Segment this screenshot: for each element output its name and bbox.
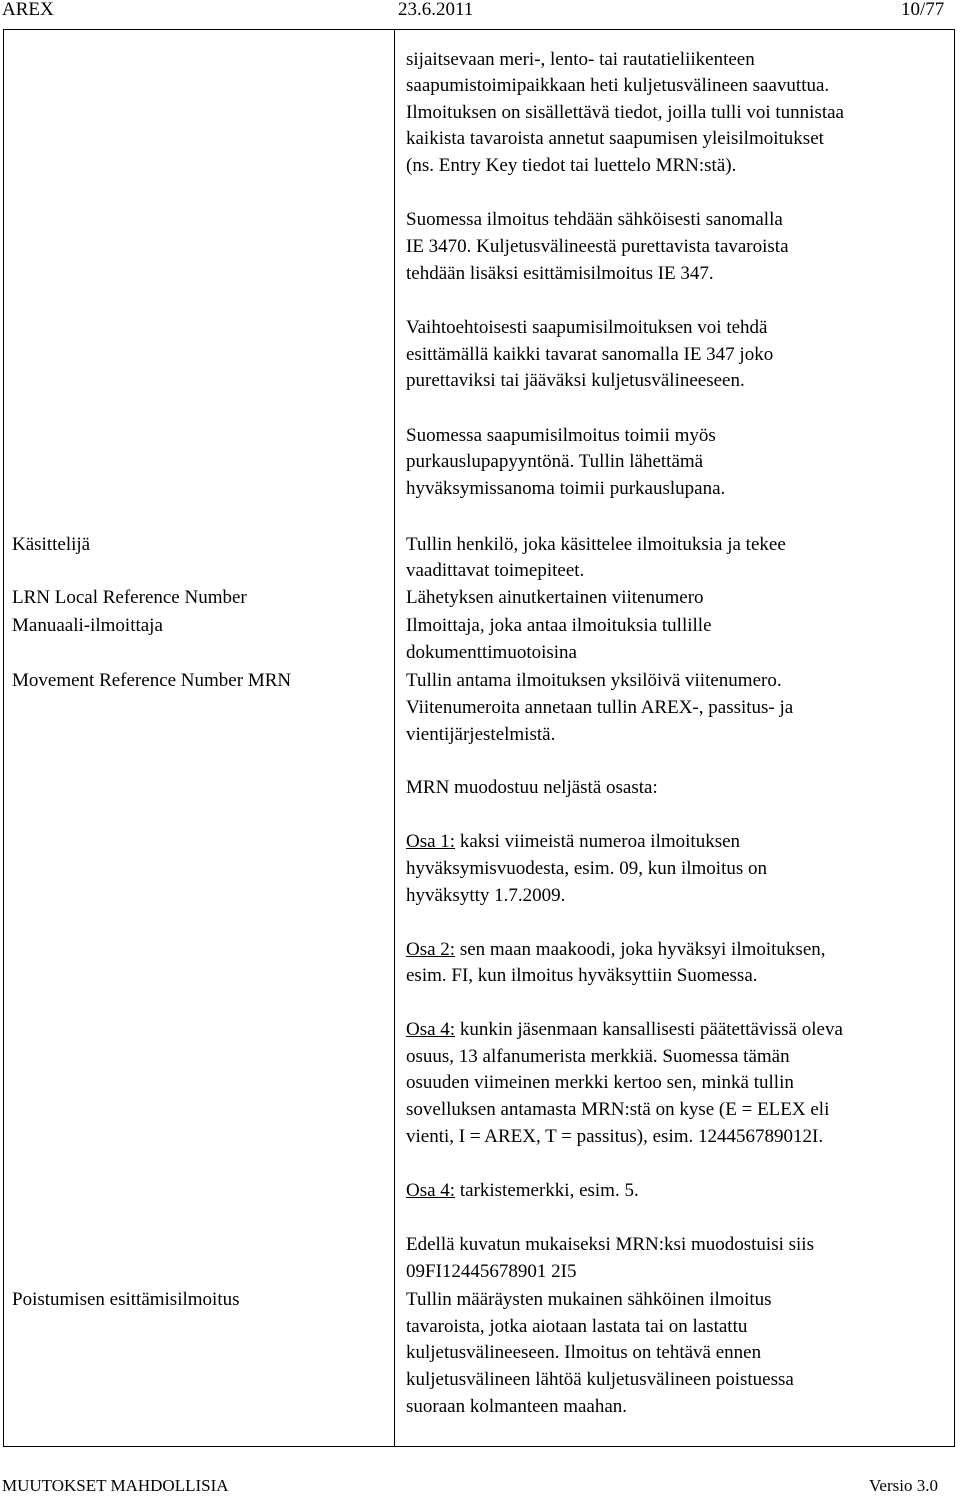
text-line: IE 3470. Kuljetusvälineestä purettavista tavaroista — [406, 236, 789, 257]
text-line: Ilmoituksen on sisällettävä tiedot, joilla tulli voi tunnistaa — [406, 102, 844, 123]
definition-line: tavaroista, jotka aiotaan lastata tai on lastattu — [406, 1316, 748, 1337]
text-line: hyväksymisvuodesta, esim. 09, kun ilmoitus on — [406, 858, 767, 879]
definition-line: vientijärjestelmistä. — [406, 724, 556, 745]
header-title: AREX — [2, 0, 54, 20]
text-line: osuus, 13 alfanumerista merkkiä. Suomessa tämän — [406, 1046, 790, 1067]
definition-line: dokumenttimuotoisina — [406, 642, 577, 663]
term-lrn: LRN Local Reference Number — [12, 587, 247, 608]
text-line: sijaitsevaan meri-, lento- tai rautatieliikenteen — [406, 49, 755, 70]
text-line: esittämällä kaikki tavarat sanomalla IE 347 joko — [406, 344, 774, 365]
text-line: saapumistoimipaikkaan heti kuljetusvälineen saavuttua. — [406, 75, 830, 96]
text-line: Suomessa saapumisilmoitus toimii myös — [406, 425, 716, 446]
text-line: 09FI12445678901 2I5 — [406, 1261, 577, 1282]
text-line: osuuden viimeinen merkki kertoo sen, minkä tullin — [406, 1072, 794, 1093]
text-line: Edellä kuvatun mukaiseksi MRN:ksi muodostuisi siis — [406, 1234, 814, 1255]
text-line: hyväksytty 1.7.2009. — [406, 885, 566, 906]
definition-line: Lähetyksen ainutkertainen viitenumero — [406, 587, 704, 608]
term-manuaali-ilmoittaja: Manuaali-ilmoittaja — [12, 615, 163, 636]
text-line: Vaihtoehtoisesti saapumisilmoituksen voi tehdä — [406, 317, 768, 338]
footer-note: MUUTOKSET MAHDOLLISIA — [2, 1476, 229, 1495]
text-line: purettaviksi tai jääväksi kuljetusvälineeseen. — [406, 370, 745, 391]
definition-line: Tullin määräysten mukainen sähköinen ilmoitus — [406, 1289, 772, 1310]
osa-label: Osa 2: — [406, 939, 456, 960]
text-line: hyväksymissanoma toimii purkauslupana. — [406, 478, 726, 499]
mrn-intro: MRN muodostuu neljästä osasta: — [406, 777, 658, 798]
osa2-line: Osa 2: sen maan maakoodi, joka hyväksyi ilmoituksen, — [406, 939, 826, 960]
text-line: sovelluksen antamasta MRN:stä on kyse (E = ELEX eli — [406, 1099, 830, 1120]
text-line: purkauslupapyyntönä. Tullin lähettämä — [406, 451, 704, 472]
osa4-line: Osa 4: kunkin jäsenmaan kansallisesti päätettävissä oleva — [406, 1019, 843, 1040]
definition-line: vaadittavat toimepiteet. — [406, 560, 585, 581]
definition-line: Viitenumeroita annetaan tullin AREX-, passitus- ja — [406, 697, 794, 718]
definition-line: Tullin henkilö, joka käsittelee ilmoituksia ja tekee — [406, 534, 786, 555]
text-line: vienti, I = AREX, T = passitus), esim. 124456789012I. — [406, 1126, 824, 1147]
osa1-line: Osa 1: kaksi viimeistä numeroa ilmoituksen — [406, 831, 741, 852]
header-date: 23.6.2011 — [398, 0, 474, 20]
definition-line: Tullin antama ilmoituksen yksilöivä viitenumero. — [406, 670, 782, 691]
term-kasittelija: Käsittelijä — [12, 534, 91, 555]
term-mrn: Movement Reference Number MRN — [12, 670, 292, 691]
text-line: Suomessa ilmoitus tehdään sähköisesti sanomalla — [406, 209, 783, 230]
text-line: (ns. Entry Key tiedot tai luettelo MRN:stä). — [406, 155, 737, 176]
text-line: tehdään lisäksi esittämisilmoitus IE 347. — [406, 263, 714, 284]
osa-label: Osa 4: — [406, 1180, 456, 1201]
osa-label: Osa 1: — [406, 831, 456, 852]
definition-line: kuljetusvälineeseen. Ilmoitus on tehtävä ennen — [406, 1342, 762, 1363]
definition-line: suoraan kolmanteen maahan. — [406, 1396, 628, 1417]
footer-version: Versio 3.0 — [869, 1476, 938, 1495]
term-poistuminen: Poistumisen esittämisilmoitus — [12, 1289, 240, 1310]
definition-line: kuljetusvälineen lähtöä kuljetusvälineen poistuessa — [406, 1369, 794, 1390]
text-line: kaikista tavaroista annetut saapumisen yleisilmoitukset — [406, 128, 824, 149]
page-header — [0, 0, 960, 24]
column-divider — [394, 29, 395, 1447]
text-line: esim. FI, kun ilmoitus hyväksyttiin Suomessa. — [406, 965, 758, 986]
definition-line: Ilmoittaja, joka antaa ilmoituksia tullille — [406, 615, 712, 636]
header-page-number: 10/77 — [901, 0, 945, 20]
osa-label: Osa 4: — [406, 1019, 456, 1040]
osa4b-line: Osa 4: tarkistemerkki, esim. 5. — [406, 1180, 639, 1201]
